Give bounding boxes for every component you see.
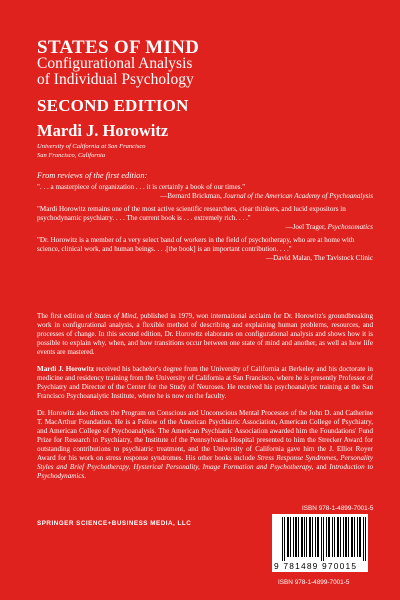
review-attribution-source: Psychosomatics <box>327 223 373 231</box>
review-quote <box>37 183 373 201</box>
book-title: STATES OF MIND <box>37 37 200 58</box>
book-list-italic: Stress Response Syndromes, Personality Styles and Brief Psychotherapy, Hysterical Personality, Image Formation and Psychotherapy, <box>37 454 373 471</box>
book-list-italic: Introduction to Psychodynamics <box>37 463 373 480</box>
text-run: received his bachelor's degree from the University of California at Berkeley and his doctorate in medicine and residency training from the University of California at San Francisco, where he is presently Professor of Psychiatry and Director of the Center for the Study of Neuroses. He received his psychoanalytic training at the San Francisco Psychoanalytic Institute, where he is now on the faculty. <box>37 365 373 400</box>
subtitle-line-2: of Individual Psychology <box>37 71 194 88</box>
reviews-lead: From reviews of the first edition: <box>37 171 148 180</box>
author-honors-paragraph <box>37 409 373 481</box>
affiliation-line-2: San Francisco, California <box>37 152 106 159</box>
review-attribution-name: —Joel Trager, <box>285 223 328 231</box>
author-bio-paragraph <box>37 365 373 401</box>
author-affiliation <box>37 142 337 160</box>
barcode-bars <box>282 517 366 561</box>
text-run: , published in 1979, won international acclaim for Dr. Horowitz's groundbreaking work in configurational analysis, a flexible method of describing and explaining human problems, resources, and processes of change. In this second edition, Dr. Horowitz elaborates on configurational analysis and shows how it is possible to explain why, when, and how transitions occur between one state of mind and another, as well as how life events are mastered. <box>37 312 374 356</box>
barcode <box>272 514 368 572</box>
review-quote <box>37 205 373 232</box>
review-quote <box>37 236 373 263</box>
book-subtitle <box>37 56 367 88</box>
text-run: The first edition of <box>37 312 95 320</box>
description-section <box>37 312 373 489</box>
isbn-bottom: ISBN 978-1-4899-7001-5 <box>278 579 350 586</box>
barcode-digits: 9 781489 970015 <box>274 561 358 571</box>
text-run: Dr. Horowitz also directs the Program on Conscious and Unconscious Mental Processes of the John D. and Catherine T. MacArthur Foundation. He is a Fellow of the American Psychiatric Association, American College of Psychiatry, and American College of Psychoanalysis. The American Psychiatric Association awarded him the Foundations' Fund Prize for Research in Psychiatry, the Institute of the Pennsylvania Hospital presented to him the Strecker Award for outstanding contributions to psychiatric treatment, and the University of California gave him the J. Elliot Royer Award for his work on stress response syndromes. His other books include <box>37 409 373 462</box>
review-attribution-source: Journal of the American Academy of Psychoanalysis <box>223 192 373 200</box>
reviews-section <box>37 171 373 267</box>
affiliation-line-1: University of California at San Francisco <box>37 143 146 150</box>
edition-label: SECOND EDITION <box>37 96 189 115</box>
author-name: Mardi J. Horowitz <box>37 121 169 140</box>
review-text: ". . . a masterpiece of organization . . . it is certainly a book of our times." <box>37 183 246 191</box>
review-text: "Mardi Horowitz remains one of the most active scientific researchers, clear thinkers, and lucid expositors in psychodynamic psychiatry. . . . The current book is . . . extremely rich. . . ." <box>37 205 346 222</box>
text-run: and <box>313 463 330 471</box>
publisher-name: SPRINGER SCIENCE+BUSINESS MEDIA, LLC <box>37 520 192 527</box>
review-attribution <box>37 223 373 232</box>
isbn-top: ISBN 978-1-4899-7001-5 <box>302 505 374 512</box>
author-name-bold: Mardi J. Horowitz <box>37 365 95 373</box>
review-attribution <box>37 254 373 263</box>
text-run: . <box>84 472 87 480</box>
review-attribution-name: —Bernard Brickman, <box>160 192 224 200</box>
review-text: "Dr. Horowitz is a member of a very select band of workers in the field of psychotherapy, who are at home with science, clinical work, and human beings. . . .[the book] is an important contribution. . . ." <box>37 236 355 253</box>
description-paragraph <box>37 312 373 357</box>
subtitle-line-1: Configurational Analysis <box>37 55 193 72</box>
book-title-italic: States of Mind <box>94 312 137 320</box>
review-attribution-name: —David Malan, The Tavistock Clinic <box>265 254 373 262</box>
review-attribution <box>37 192 373 201</box>
